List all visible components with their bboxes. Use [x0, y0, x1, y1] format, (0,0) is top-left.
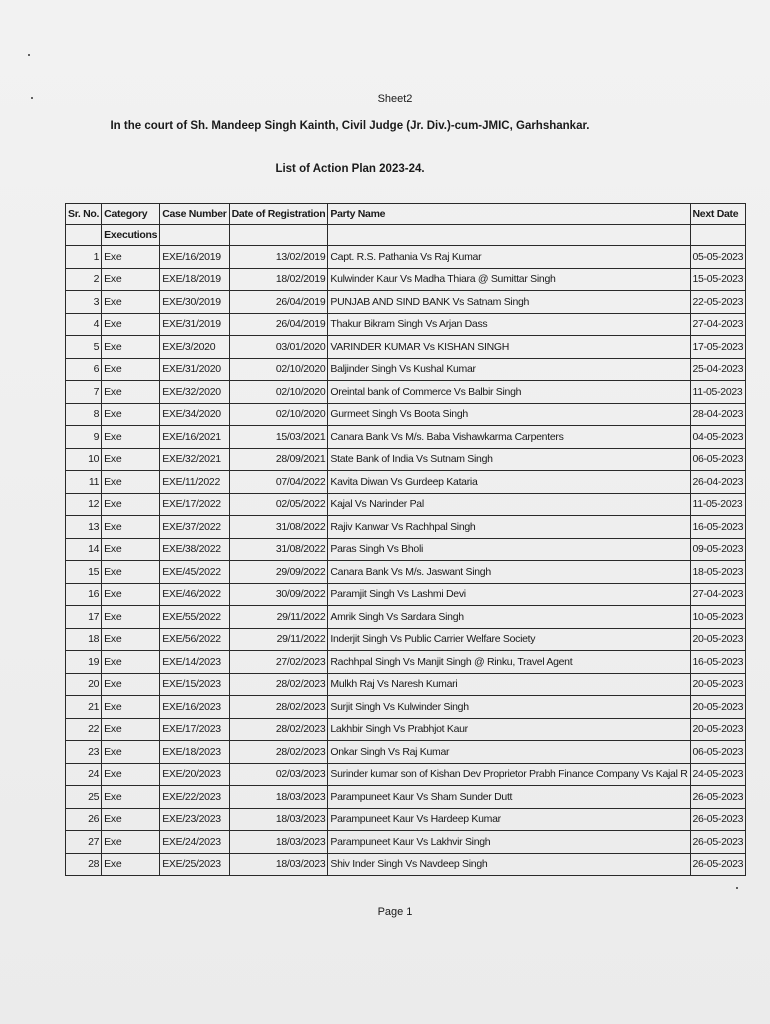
cell-case-number: EXE/20/2023: [160, 763, 229, 786]
table-row: [66, 426, 746, 449]
table-row: [66, 696, 746, 719]
cell-sr-no: 18: [66, 628, 102, 651]
table-row: [66, 358, 746, 381]
cell-date-of-registration: 02/05/2022: [229, 493, 328, 516]
cell-case-number: EXE/46/2022: [160, 583, 229, 606]
cell-next-date: 22-05-2023: [690, 291, 746, 314]
cell-category: Exe: [102, 426, 160, 449]
table-subheader-row: [66, 225, 746, 246]
cell-sr-no: 4: [66, 313, 102, 336]
cell-date-of-registration: 02/10/2020: [229, 358, 328, 381]
cell-case-number: EXE/14/2023: [160, 651, 229, 674]
cell-party-name: State Bank of India Vs Sutnam Singh: [328, 448, 690, 471]
header-case-number: Case Number: [160, 204, 229, 225]
cell-date-of-registration: 28/09/2021: [229, 448, 328, 471]
cell-sr-no: 5: [66, 336, 102, 359]
header-date-of-registration: Date of Registration: [229, 204, 328, 225]
table-row: [66, 628, 746, 651]
cell-party-name: Gurmeet Singh Vs Boota Singh: [328, 403, 690, 426]
subheader-empty-cell: [328, 225, 690, 246]
cell-case-number: EXE/18/2019: [160, 268, 229, 291]
table-row: [66, 786, 746, 809]
cell-date-of-registration: 07/04/2022: [229, 471, 328, 494]
header-next-date: Next Date: [690, 204, 746, 225]
cell-sr-no: 27: [66, 831, 102, 854]
cell-case-number: EXE/45/2022: [160, 561, 229, 584]
table-row: [66, 651, 746, 674]
court-title: In the court of Sh. Mandeep Singh Kainth, Civil Judge (Jr. Div.)-cum-JMIC, Garhshankar.: [110, 120, 590, 132]
cell-case-number: EXE/16/2023: [160, 696, 229, 719]
cell-date-of-registration: 28/02/2023: [229, 741, 328, 764]
cell-case-number: EXE/32/2020: [160, 381, 229, 404]
cell-next-date: 11-05-2023: [690, 381, 746, 404]
table-row: [66, 583, 746, 606]
scan-speck: [28, 54, 30, 56]
cell-next-date: 26-05-2023: [690, 831, 746, 854]
cell-category: Exe: [102, 403, 160, 426]
cell-date-of-registration: 30/09/2022: [229, 583, 328, 606]
table-row: [66, 246, 746, 269]
cell-sr-no: 13: [66, 516, 102, 539]
cell-date-of-registration: 18/03/2023: [229, 808, 328, 831]
cell-category: Exe: [102, 313, 160, 336]
cell-date-of-registration: 28/02/2023: [229, 696, 328, 719]
cell-date-of-registration: 31/08/2022: [229, 516, 328, 539]
scan-speck: [736, 887, 738, 889]
cell-next-date: 20-05-2023: [690, 718, 746, 741]
cell-next-date: 09-05-2023: [690, 538, 746, 561]
cell-party-name: Parampuneet Kaur Vs Lakhvir Singh: [328, 831, 690, 854]
cell-next-date: 20-05-2023: [690, 696, 746, 719]
cell-party-name: Lakhbir Singh Vs Prabhjot Kaur: [328, 718, 690, 741]
cell-next-date: 27-04-2023: [690, 313, 746, 336]
cell-date-of-registration: 27/02/2023: [229, 651, 328, 674]
cell-case-number: EXE/17/2022: [160, 493, 229, 516]
cell-category: Exe: [102, 358, 160, 381]
table-row: [66, 493, 746, 516]
cell-party-name: Kulwinder Kaur Vs Madha Thiara @ Sumittar Singh: [328, 268, 690, 291]
cell-category: Exe: [102, 561, 160, 584]
header-category: Category: [102, 204, 160, 225]
cell-party-name: Rachhpal Singh Vs Manjit Singh @ Rinku, Travel Agent: [328, 651, 690, 674]
cell-next-date: 17-05-2023: [690, 336, 746, 359]
cell-date-of-registration: 18/02/2019: [229, 268, 328, 291]
cell-category: Exe: [102, 291, 160, 314]
cell-next-date: 16-05-2023: [690, 516, 746, 539]
header-party-name: Party Name: [328, 204, 690, 225]
cell-case-number: EXE/11/2022: [160, 471, 229, 494]
cell-sr-no: 20: [66, 673, 102, 696]
cell-case-number: EXE/16/2021: [160, 426, 229, 449]
cell-next-date: 26-04-2023: [690, 471, 746, 494]
list-title: List of Action Plan 2023-24.: [275, 163, 425, 175]
cell-category: Exe: [102, 853, 160, 876]
cell-date-of-registration: 18/03/2023: [229, 786, 328, 809]
cell-next-date: 28-04-2023: [690, 403, 746, 426]
cell-category: Exe: [102, 493, 160, 516]
cell-date-of-registration: 31/08/2022: [229, 538, 328, 561]
cell-case-number: EXE/34/2020: [160, 403, 229, 426]
table-row: [66, 313, 746, 336]
cell-category: Exe: [102, 696, 160, 719]
cell-party-name: Rajiv Kanwar Vs Rachhpal Singh: [328, 516, 690, 539]
cell-party-name: Thakur Bikram Singh Vs Arjan Dass: [328, 313, 690, 336]
subheader-empty-cell: [66, 225, 102, 246]
cell-case-number: EXE/24/2023: [160, 831, 229, 854]
cell-next-date: 15-05-2023: [690, 268, 746, 291]
cell-sr-no: 2: [66, 268, 102, 291]
cell-category: Exe: [102, 741, 160, 764]
table-body: [66, 246, 746, 876]
table-row: [66, 831, 746, 854]
cell-case-number: EXE/16/2019: [160, 246, 229, 269]
cell-category: Exe: [102, 786, 160, 809]
cell-party-name: Kajal Vs Narinder Pal: [328, 493, 690, 516]
cell-case-number: EXE/31/2020: [160, 358, 229, 381]
table-row: [66, 763, 746, 786]
table-row: [66, 403, 746, 426]
cell-case-number: EXE/17/2023: [160, 718, 229, 741]
cell-next-date: 06-05-2023: [690, 741, 746, 764]
cell-category: Exe: [102, 763, 160, 786]
cell-next-date: 24-05-2023: [690, 763, 746, 786]
cell-date-of-registration: 02/10/2020: [229, 403, 328, 426]
header-sr-no: Sr. No.: [66, 204, 102, 225]
cell-party-name: Paramjit Singh Vs Lashmi Devi: [328, 583, 690, 606]
cell-next-date: 06-05-2023: [690, 448, 746, 471]
table-row: [66, 538, 746, 561]
cell-party-name: VARINDER KUMAR Vs KISHAN SINGH: [328, 336, 690, 359]
cell-party-name: Canara Bank Vs M/s. Jaswant Singh: [328, 561, 690, 584]
cell-case-number: EXE/37/2022: [160, 516, 229, 539]
cell-next-date: 16-05-2023: [690, 651, 746, 674]
cell-case-number: EXE/55/2022: [160, 606, 229, 629]
cell-sr-no: 23: [66, 741, 102, 764]
cell-sr-no: 12: [66, 493, 102, 516]
cell-party-name: Surinder kumar son of Kishan Dev Proprietor Prabh Finance Company Vs Kajal R: [328, 763, 690, 786]
cell-sr-no: 3: [66, 291, 102, 314]
cell-next-date: 26-05-2023: [690, 786, 746, 809]
cell-party-name: Surjit Singh Vs Kulwinder Singh: [328, 696, 690, 719]
table-row: [66, 718, 746, 741]
cell-party-name: PUNJAB AND SIND BANK Vs Satnam Singh: [328, 291, 690, 314]
cell-date-of-registration: 02/03/2023: [229, 763, 328, 786]
table-row: [66, 853, 746, 876]
cell-sr-no: 17: [66, 606, 102, 629]
cell-sr-no: 22: [66, 718, 102, 741]
cell-date-of-registration: 15/03/2021: [229, 426, 328, 449]
cell-category: Exe: [102, 381, 160, 404]
table-row: [66, 471, 746, 494]
cell-category: Exe: [102, 673, 160, 696]
table-row: [66, 268, 746, 291]
cell-sr-no: 15: [66, 561, 102, 584]
cell-case-number: EXE/3/2020: [160, 336, 229, 359]
cell-sr-no: 10: [66, 448, 102, 471]
cell-next-date: 18-05-2023: [690, 561, 746, 584]
cell-case-number: EXE/56/2022: [160, 628, 229, 651]
cell-sr-no: 28: [66, 853, 102, 876]
table-row: [66, 516, 746, 539]
table-row: [66, 291, 746, 314]
cell-next-date: 20-05-2023: [690, 673, 746, 696]
cell-category: Exe: [102, 336, 160, 359]
table-row: [66, 741, 746, 764]
cell-sr-no: 9: [66, 426, 102, 449]
cell-party-name: Paras Singh Vs Bholi: [328, 538, 690, 561]
cell-date-of-registration: 18/03/2023: [229, 831, 328, 854]
cell-date-of-registration: 29/11/2022: [229, 606, 328, 629]
cell-date-of-registration: 03/01/2020: [229, 336, 328, 359]
cell-sr-no: 1: [66, 246, 102, 269]
cell-category: Exe: [102, 448, 160, 471]
cell-date-of-registration: 02/10/2020: [229, 381, 328, 404]
cell-party-name: Parampuneet Kaur Vs Sham Sunder Dutt: [328, 786, 690, 809]
cell-date-of-registration: 29/11/2022: [229, 628, 328, 651]
cell-party-name: Oreintal bank of Commerce Vs Balbir Singh: [328, 381, 690, 404]
cell-next-date: 26-05-2023: [690, 853, 746, 876]
cell-date-of-registration: 18/03/2023: [229, 853, 328, 876]
subheader-empty-cell: [160, 225, 229, 246]
cell-date-of-registration: 28/02/2023: [229, 673, 328, 696]
cell-category: Exe: [102, 471, 160, 494]
cell-party-name: Baljinder Singh Vs Kushal Kumar: [328, 358, 690, 381]
cell-sr-no: 11: [66, 471, 102, 494]
cell-category: Exe: [102, 583, 160, 606]
cell-sr-no: 8: [66, 403, 102, 426]
cell-next-date: 25-04-2023: [690, 358, 746, 381]
table-row: [66, 561, 746, 584]
table-row: [66, 336, 746, 359]
cell-next-date: 04-05-2023: [690, 426, 746, 449]
cell-next-date: 11-05-2023: [690, 493, 746, 516]
cell-party-name: Mulkh Raj Vs Naresh Kumari: [328, 673, 690, 696]
cell-party-name: Kavita Diwan Vs Gurdeep Kataria: [328, 471, 690, 494]
cell-next-date: 20-05-2023: [690, 628, 746, 651]
table-row: [66, 606, 746, 629]
cell-category: Exe: [102, 718, 160, 741]
subheader-executions: Executions: [102, 225, 160, 246]
cell-case-number: EXE/31/2019: [160, 313, 229, 336]
cell-category: Exe: [102, 516, 160, 539]
cell-next-date: 05-05-2023: [690, 246, 746, 269]
cell-sr-no: 25: [66, 786, 102, 809]
cell-case-number: EXE/32/2021: [160, 448, 229, 471]
cell-case-number: EXE/23/2023: [160, 808, 229, 831]
cell-date-of-registration: 29/09/2022: [229, 561, 328, 584]
cell-category: Exe: [102, 831, 160, 854]
cell-sr-no: 6: [66, 358, 102, 381]
cell-next-date: 10-05-2023: [690, 606, 746, 629]
cell-party-name: Parampuneet Kaur Vs Hardeep Kumar: [328, 808, 690, 831]
cell-party-name: Shiv Inder Singh Vs Navdeep Singh: [328, 853, 690, 876]
cell-date-of-registration: 26/04/2019: [229, 291, 328, 314]
cell-category: Exe: [102, 808, 160, 831]
cell-category: Exe: [102, 606, 160, 629]
cell-category: Exe: [102, 628, 160, 651]
cell-party-name: Capt. R.S. Pathania Vs Raj Kumar: [328, 246, 690, 269]
cell-category: Exe: [102, 246, 160, 269]
cell-next-date: 26-05-2023: [690, 808, 746, 831]
cell-category: Exe: [102, 268, 160, 291]
cell-next-date: 27-04-2023: [690, 583, 746, 606]
cell-case-number: EXE/22/2023: [160, 786, 229, 809]
cell-case-number: EXE/18/2023: [160, 741, 229, 764]
table-row: [66, 673, 746, 696]
cell-case-number: EXE/38/2022: [160, 538, 229, 561]
sheet-label: Sheet2: [377, 93, 413, 105]
cell-party-name: Inderjit Singh Vs Public Carrier Welfare Society: [328, 628, 690, 651]
cell-sr-no: 21: [66, 696, 102, 719]
cell-party-name: Canara Bank Vs M/s. Baba Vishawkarma Carpenters: [328, 426, 690, 449]
cell-case-number: EXE/30/2019: [160, 291, 229, 314]
cell-category: Exe: [102, 538, 160, 561]
cell-sr-no: 26: [66, 808, 102, 831]
cell-party-name: Amrik Singh Vs Sardara Singh: [328, 606, 690, 629]
cell-case-number: EXE/25/2023: [160, 853, 229, 876]
cell-sr-no: 16: [66, 583, 102, 606]
table-row: [66, 808, 746, 831]
page-footer: Page 1: [377, 906, 413, 918]
cell-sr-no: 24: [66, 763, 102, 786]
cell-sr-no: 14: [66, 538, 102, 561]
table-header-row: [66, 204, 746, 225]
cell-sr-no: 7: [66, 381, 102, 404]
cell-date-of-registration: 28/02/2023: [229, 718, 328, 741]
cell-case-number: EXE/15/2023: [160, 673, 229, 696]
action-plan-table: [65, 203, 746, 876]
cell-category: Exe: [102, 651, 160, 674]
cell-party-name: Onkar Singh Vs Raj Kumar: [328, 741, 690, 764]
cell-sr-no: 19: [66, 651, 102, 674]
cell-date-of-registration: 26/04/2019: [229, 313, 328, 336]
table-row: [66, 448, 746, 471]
table-row: [66, 381, 746, 404]
subheader-empty-cell: [690, 225, 746, 246]
cell-date-of-registration: 13/02/2019: [229, 246, 328, 269]
subheader-empty-cell: [229, 225, 328, 246]
